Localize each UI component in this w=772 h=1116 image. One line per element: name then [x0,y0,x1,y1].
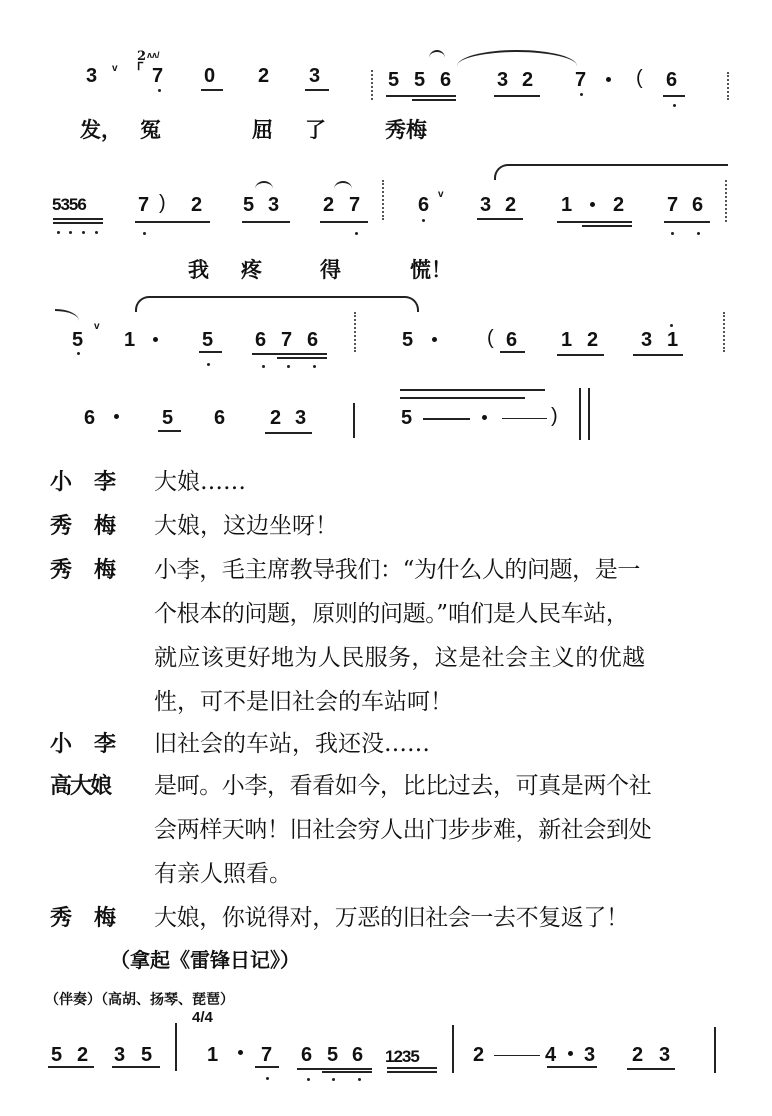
underline [297,1068,372,1070]
low-octave-dot [57,231,60,234]
time-signature: 4/4 [192,1009,213,1026]
dotted-barline [725,180,728,222]
underline [252,353,327,355]
note: 6 [255,329,267,351]
note: 2 [613,194,625,216]
note-group: 5356 [52,195,86,214]
sustain-line [400,397,525,399]
note: 5 [402,329,414,351]
note: 6 [84,407,96,429]
underline [557,221,632,223]
tie-end [55,309,79,321]
note: 3 [584,1044,596,1066]
underline [557,354,604,356]
dialogue-line: 会两样天呐！旧社会穷人出门步步难，新社会到处 [154,817,652,843]
note: 3 [659,1044,671,1066]
note: 6 [418,194,430,216]
speaker-name: 小 李 [50,469,117,495]
open-paren: ( [487,327,494,349]
underline [53,222,103,224]
note: 2 [270,407,282,429]
low-octave-dot [95,231,98,234]
low-octave-dot [697,232,700,235]
barline [452,1025,454,1073]
note: 2 [191,194,203,216]
note: 3 [309,65,321,87]
note: 6 [440,69,452,91]
low-octave-dot [77,352,80,355]
slur [334,181,352,189]
note: 5 [72,329,84,351]
lyric: 我 [188,257,209,282]
lyric: 冤 [140,117,161,142]
close-paren: ) [159,192,166,214]
breath-mark-icon: v [94,321,100,332]
note: 6 [692,194,704,216]
dialogue-line: 小李，毛主席教导我们：“为什么人的问题，是一 [154,557,640,583]
underline [135,221,210,223]
note: 7 [138,194,150,216]
barline [714,1027,716,1073]
note: 4 [545,1044,557,1066]
note: 5 [162,407,174,429]
underline [633,354,683,356]
double-barline-left [579,388,581,440]
note: 6 [214,407,226,429]
note: 0 [204,65,216,87]
note: 2 [632,1044,644,1066]
dialogue-line: 是呵。小李，看看如今，比比过去，可真是两个社 [154,773,652,799]
augmentation-dot [114,414,119,419]
low-octave-dot [69,231,72,234]
low-octave-dot [422,219,425,222]
low-octave-dot [207,363,210,366]
note: 1 [561,194,573,216]
accompaniment-label: （伴奏）（高胡、扬琴、琵琶） [45,992,234,1008]
underline [386,95,456,97]
underline [201,89,223,91]
note: 5 [51,1044,63,1066]
speaker-name: 秀 梅 [50,513,117,539]
dotted-barline [382,180,385,220]
stage-direction: （拿起《雷锋日记》） [110,948,300,972]
note: 7 [281,329,293,351]
augmentation-dot [238,1050,243,1055]
note: 2 [522,69,534,91]
dialogue-line: 就应该更好地为人民服务，这是社会主义的优越 [154,645,646,671]
note: 6 [307,329,319,351]
lyric: 慌！ [410,257,452,282]
note: 7 [575,69,587,91]
note: 7 [261,1044,273,1066]
note: 1 [561,329,573,351]
low-octave-dot [266,1077,269,1080]
note: 3 [497,69,509,91]
note: 6 [352,1044,364,1066]
underline [664,221,710,223]
note: 5 [414,69,426,91]
trill-ornament-icon: ʌʌ/ [147,50,160,60]
augmentation-dot [606,77,611,82]
dialogue-line: 大娘，这边坐呀！ [154,513,338,539]
underline [547,1066,597,1068]
augmentation-dot [432,337,437,342]
underline [412,99,456,101]
low-octave-dot [307,1078,310,1081]
underline [627,1068,675,1070]
augmentation-dot [482,415,487,420]
dotted-barline [727,72,730,100]
note: 7 [349,194,361,216]
augmentation-dot [568,1051,573,1056]
note: 5 [388,69,400,91]
low-octave-dot [580,93,583,96]
close-paren: ) [551,405,558,427]
note: 7 [667,194,679,216]
lyric: 疼 [241,257,262,282]
double-barline-right [588,388,590,440]
underline [305,89,329,91]
note: 5 [202,329,214,351]
extension-dash [502,418,547,419]
note: 1 [124,329,136,351]
dialogue-line: 旧社会的车站，我还没…… [154,731,430,757]
underline [199,351,222,353]
underline [387,1067,437,1069]
note: 3 [641,329,653,351]
speaker-name: 小 李 [50,731,117,757]
high-octave-dot [670,324,673,327]
note: 6 [301,1044,313,1066]
low-octave-dot [355,232,358,235]
note: 2 [587,329,599,351]
lyric: 了 [305,117,326,142]
slur [135,296,419,312]
speaker-name: 高大娘 [50,773,111,799]
underline [112,1066,160,1068]
turn-ornament-icon: ᒥ [137,61,144,73]
speaker-name: 秀 梅 [50,905,117,931]
low-octave-dot [673,104,676,107]
lyric: 秀梅 [385,117,427,142]
slur [494,164,728,180]
breath-mark-icon: v [112,63,118,74]
underline [53,218,103,220]
extension-dash [494,1055,540,1056]
grace-note: 2 [137,49,147,64]
note: 3 [268,194,280,216]
low-octave-dot [158,89,161,92]
slur [429,50,445,58]
underline [663,95,685,97]
underline [322,1071,372,1073]
dotted-barline [723,312,726,352]
note: 2 [505,194,517,216]
note: 5 [401,407,413,429]
augmentation-dot [590,202,595,207]
low-octave-dot [262,365,265,368]
note: 1 [667,329,679,351]
underline [320,221,368,223]
dotted-barline [354,312,357,352]
underline [158,430,181,432]
breath-mark-icon: v [438,189,444,200]
note: 2 [323,194,335,216]
lyric: 得 [320,257,341,282]
lyric: 屈 [252,117,273,142]
lyric: 发， [80,117,122,142]
augmentation-dot [153,337,158,342]
note: 3 [86,65,98,87]
barline [353,403,355,438]
dialogue-line: 个根本的问题，原则的问题。”咱们是人民车站， [154,601,629,627]
barline [175,1023,177,1071]
dialogue-line: 有亲人照看。 [154,861,292,887]
underline [494,95,540,97]
low-octave-dot [332,1078,335,1081]
dialogue-line: 性，可不是旧社会的车站呵！ [154,689,453,715]
underline [387,1071,437,1073]
slur [255,181,273,189]
note: 3 [295,407,307,429]
underline [265,432,312,434]
note: 5 [243,194,255,216]
underline [477,218,523,220]
low-octave-dot [671,232,674,235]
note: 2 [77,1044,89,1066]
underline [255,1066,279,1068]
note: 5 [327,1044,339,1066]
slur [457,50,577,66]
note: 3 [114,1044,126,1066]
underline [500,351,525,353]
extension-dash [423,418,470,420]
low-octave-dot [358,1078,361,1081]
underline [242,221,290,223]
underline [582,225,632,227]
note-group: 1235 [385,1047,419,1066]
dotted-barline [371,70,374,100]
low-octave-dot [143,232,146,235]
open-paren: ( [636,67,643,89]
low-octave-dot [287,365,290,368]
sustain-line [400,389,545,391]
low-octave-dot [313,365,316,368]
note: 6 [666,69,678,91]
note: 2 [473,1044,485,1066]
note: 3 [480,194,492,216]
note: 5 [141,1044,153,1066]
speaker-name: 秀 梅 [50,557,117,583]
note: 7 [152,65,164,87]
dialogue-line: 大娘，你说得对，万恶的旧社会一去不复返了！ [154,905,629,931]
note: 1 [207,1044,219,1066]
note: 6 [506,329,518,351]
note: 2 [258,65,270,87]
dialogue-line: 大娘…… [154,469,246,495]
low-octave-dot [82,231,85,234]
underline [277,357,327,359]
underline [48,1066,94,1068]
